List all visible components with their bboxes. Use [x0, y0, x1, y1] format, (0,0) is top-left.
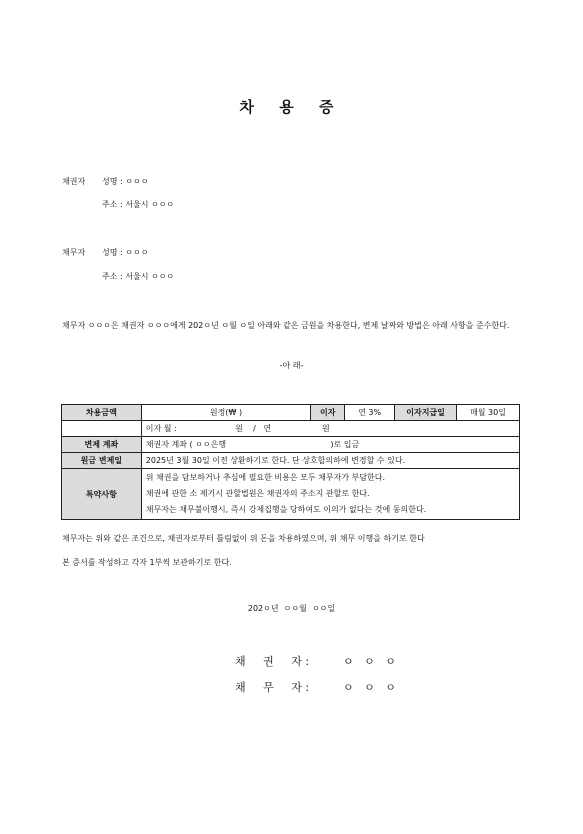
below-marker: -아 래-	[279, 361, 304, 370]
debtor-signature-name: ㅇ ㅇ ㅇ	[343, 681, 396, 694]
intro-paragraph: 채무자 ㅇㅇㅇ은 채권자 ㅇㅇㅇ에게 202ㅇ년 ㅇ월 ㅇ일 아래와 같은 금원을 차용한다, 변제 날짜와 방법은 아래 사항을 준수한다.	[62, 321, 510, 330]
interest-rate: 연 3%	[345, 405, 395, 421]
debtor-address: 서울시 ㅇㅇㅇ	[125, 272, 175, 281]
loan-terms-table	[61, 404, 520, 520]
repay-account: 채권자 계좌 ( ㅇㅇ은행 )로 입금	[141, 437, 519, 453]
debtor-signature-role: 채 무 자 :	[235, 681, 310, 694]
creditor-signature-role: 채 권 자 :	[235, 655, 310, 668]
interest-payday-header: 이자지급일	[395, 405, 457, 421]
document-title: 차 용 증	[239, 98, 344, 116]
empty-cell	[62, 421, 142, 437]
special-item: 채무자는 채무불이행시, 즉시 강제집행을 당하여도 이의가 없다는 것에 동의한다.	[145, 505, 427, 514]
creditor-address: 서울시 ㅇㅇㅇ	[125, 200, 175, 209]
creditor-signature-name: ㅇ ㅇ ㅇ	[343, 655, 396, 668]
interest-header: 이자	[311, 405, 345, 421]
debtor-name-label: 성명 :	[102, 248, 126, 257]
principal-repay: 2025년 3월 30일 이전 상환하기로 한다. 단 상호합의하에 변경할 수 있다.	[141, 453, 519, 469]
debtor-role: 채무자	[62, 248, 86, 257]
debtor-address-line	[102, 271, 174, 282]
repay-account-header: 변제 계좌	[62, 437, 142, 453]
table-row	[62, 405, 520, 421]
table-row	[62, 469, 520, 520]
creditor-address-line	[102, 199, 174, 210]
interest-monthly: 이자 월 : 원 / 연 원	[141, 421, 519, 437]
amount-value: 원정(₩ )	[141, 405, 310, 421]
creditor-name-label: 성명 :	[102, 177, 126, 186]
debtor-name-line	[102, 247, 148, 258]
creditor-address-label: 주소 :	[102, 200, 126, 209]
special-terms	[141, 469, 519, 520]
creditor-role: 채권자	[62, 177, 86, 186]
creditor-name: ㅇㅇㅇ	[125, 177, 149, 186]
creditor-name-line	[102, 176, 148, 187]
special-item: 채권에 관한 소 제기시 관할법원은 채권자의 주소지 관할로 한다.	[145, 489, 370, 498]
debtor-address-label: 주소 :	[102, 272, 126, 281]
special-item: 위 채권을 담보하거나 추심에 필요한 비용은 모두 채무자가 부담한다.	[145, 473, 386, 482]
principal-repay-header: 원금 변제일	[62, 453, 142, 469]
special-header: 특약사항	[62, 469, 142, 520]
table-row	[62, 421, 520, 437]
closing-line-2: 본 증서를 작성하고 각자 1부씩 보관하기로 한다.	[62, 558, 232, 567]
amount-header: 차용금액	[62, 405, 142, 421]
table-row	[62, 453, 520, 469]
interest-payday: 매월 30일	[457, 405, 520, 421]
debtor-name: ㅇㅇㅇ	[125, 248, 149, 257]
closing-line-1: 채무자는 위와 같은 조건으로, 채권자로부터 틀림없이 위 돈을 차용하였으며, 위 채무 이행을 하기로 한다	[62, 534, 425, 543]
table-row	[62, 437, 520, 453]
signing-date: 202ㅇ년 ㅇㅇ월 ㅇㅇ일	[247, 604, 336, 613]
